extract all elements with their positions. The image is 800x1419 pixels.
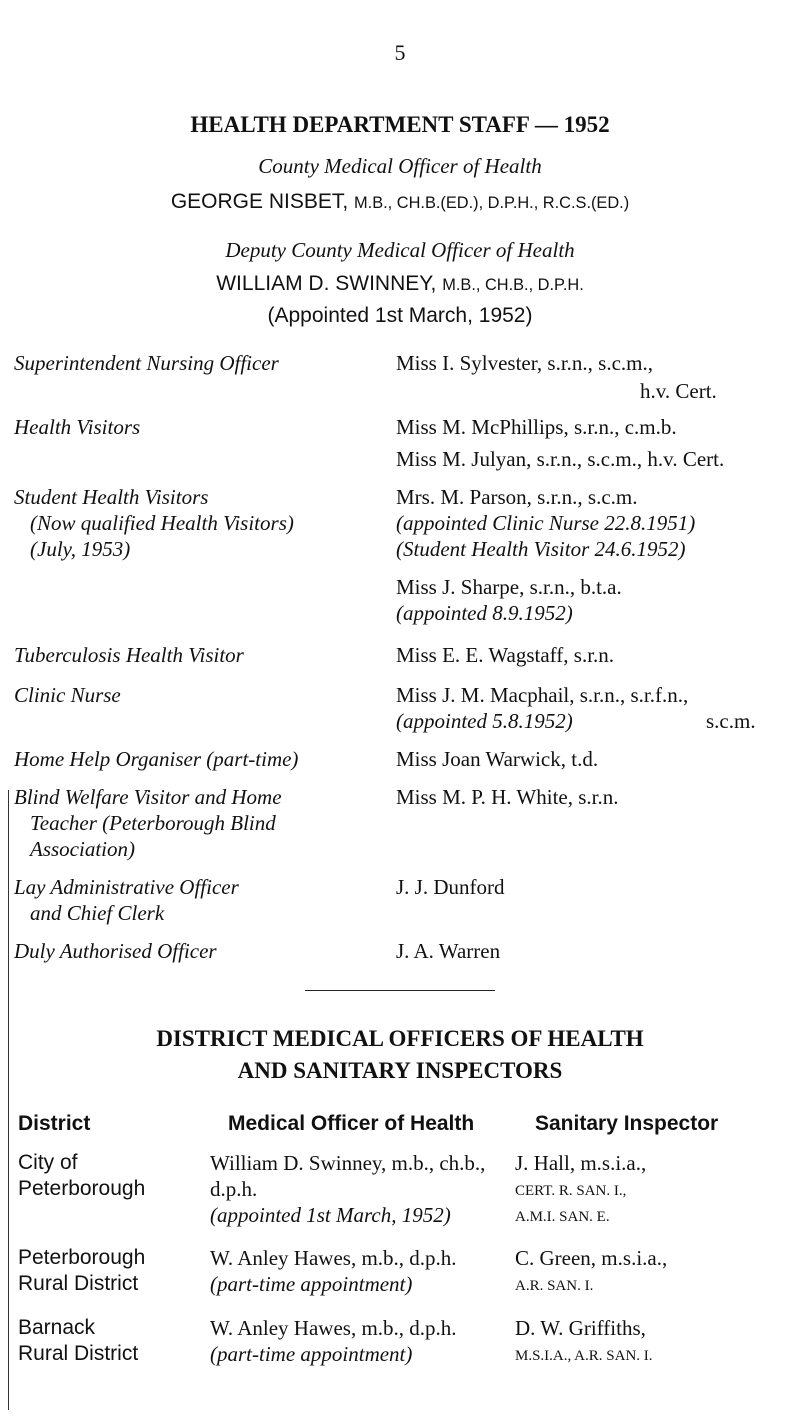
lao-role-1: Lay Administrative Officer — [14, 875, 239, 899]
row2-moh-2: (part-time appointment) — [210, 1272, 413, 1296]
cn-role: Clinic Nurse — [14, 683, 121, 707]
cmoh-quals: M.B., CH.B.(ED.), D.P.H., R.C.S.(ED.) — [354, 194, 630, 212]
district-title-2: AND SANITARY INSPECTORS — [237, 1058, 563, 1083]
row3-district-2: Rural District — [18, 1342, 139, 1365]
district-title-1: DISTRICT MEDICAL OFFICERS OF HEALTH — [156, 1026, 644, 1051]
dao-role: Duly Authorised Officer — [14, 939, 217, 963]
row1-moh-1: William D. Swinney, m.b., ch.b., — [210, 1151, 486, 1175]
shv-name-1: Mrs. M. Parson, s.r.n., s.c.m. — [396, 485, 638, 509]
cmoh-role: County Medical Officer of Health — [258, 154, 542, 178]
row2-district-2: Rural District — [18, 1272, 139, 1295]
col-moh: Medical Officer of Health — [228, 1112, 475, 1135]
shv-name-1b: (appointed Clinic Nurse 22.8.1951) — [396, 511, 696, 535]
sno-name: Miss I. Sylvester, s.r.n., s.c.m., — [396, 351, 653, 375]
hh-role: Home Help Organiser (part-time) — [14, 747, 299, 771]
row3-si-1: D. W. Griffiths, — [515, 1316, 646, 1340]
hv-name-1: Miss M. McPhillips, s.r.n., c.m.b. — [396, 415, 677, 439]
shv-role-2: (Now qualified Health Visitors) — [30, 511, 294, 535]
row1-si-2: CERT. R. SAN. I., — [515, 1183, 627, 1199]
row2-si-1: C. Green, m.s.i.a., — [515, 1246, 668, 1270]
row2-district-1: Peterborough — [18, 1246, 146, 1269]
cmoh-name-text: GEORGE NISBET, — [170, 190, 349, 213]
sno-name-cont: h.v. Cert. — [640, 379, 717, 403]
page-number: 5 — [394, 40, 406, 65]
hv-role: Health Visitors — [14, 415, 141, 439]
deputy-quals: M.B., CH.B., D.P.H. — [442, 276, 584, 294]
row3-moh-1: W. Anley Hawes, m.b., d.p.h. — [210, 1316, 457, 1340]
bw-role-2: Teacher (Peterborough Blind — [30, 811, 276, 835]
hh-name: Miss Joan Warwick, t.d. — [396, 747, 599, 771]
deputy-name — [0, 272, 800, 296]
lao-name: J. J. Dunford — [396, 875, 505, 899]
row3-si-2: M.S.I.A., A.R. SAN. I. — [515, 1348, 653, 1364]
row1-si-3: A.M.I. SAN. E. — [515, 1209, 610, 1225]
cn-name-b: (appointed 5.8.1952) — [396, 709, 573, 733]
shv-name-2b: (appointed 8.9.1952) — [396, 601, 573, 625]
lao-role-2: and Chief Clerk — [30, 901, 165, 925]
row1-district-2: Peterborough — [18, 1177, 146, 1200]
shv-role-1: Student Health Visitors — [14, 485, 209, 509]
col-si: Sanitary Inspector — [535, 1112, 719, 1135]
hv-name-2: Miss M. Julyan, s.r.n., s.c.m., h.v. Cert. — [396, 447, 725, 471]
row1-moh-2: d.p.h. — [210, 1177, 258, 1201]
bw-role-3: Association) — [30, 837, 135, 861]
cn-name-c: s.c.m. — [706, 709, 756, 733]
tb-name: Miss E. E. Wagstaff, s.r.n. — [396, 643, 615, 667]
section-divider — [305, 990, 495, 991]
sno-role: Superintendent Nursing Officer — [14, 351, 279, 375]
row3-district-1: Barnack — [18, 1316, 96, 1339]
tb-role: Tuberculosis Health Visitor — [14, 643, 244, 667]
shv-name-1c: (Student Health Visitor 24.6.1952) — [396, 537, 686, 561]
row1-si-1: J. Hall, m.s.i.a., — [515, 1151, 647, 1175]
dao-name: J. A. Warren — [396, 939, 501, 963]
shv-name-2: Miss J. Sharpe, s.r.n., b.t.a. — [396, 575, 622, 599]
page-binding-edge — [8, 790, 9, 1410]
row2-si-2: A.R. SAN. I. — [515, 1278, 594, 1294]
row1-moh-3: (appointed 1st March, 1952) — [210, 1203, 451, 1227]
row2-moh-1: W. Anley Hawes, m.b., d.p.h. — [210, 1246, 457, 1270]
deputy-name-text: WILLIAM D. SWINNEY, — [216, 272, 437, 295]
bw-name: Miss M. P. H. White, s.r.n. — [396, 785, 619, 809]
shv-role-3: (July, 1953) — [30, 537, 131, 561]
cmoh-name — [0, 190, 800, 214]
deputy-role: Deputy County Medical Officer of Health — [225, 238, 575, 262]
page-title: HEALTH DEPARTMENT STAFF — 1952 — [190, 112, 610, 137]
row3-moh-2: (part-time appointment) — [210, 1342, 413, 1366]
bw-role-1: Blind Welfare Visitor and Home — [14, 785, 282, 809]
row1-district-1: City of — [18, 1151, 78, 1174]
col-district: District — [18, 1112, 91, 1135]
deputy-note: (Appointed 1st March, 1952) — [267, 304, 533, 327]
cn-name: Miss J. M. Macphail, s.r.n., s.r.f.n., — [396, 683, 689, 707]
